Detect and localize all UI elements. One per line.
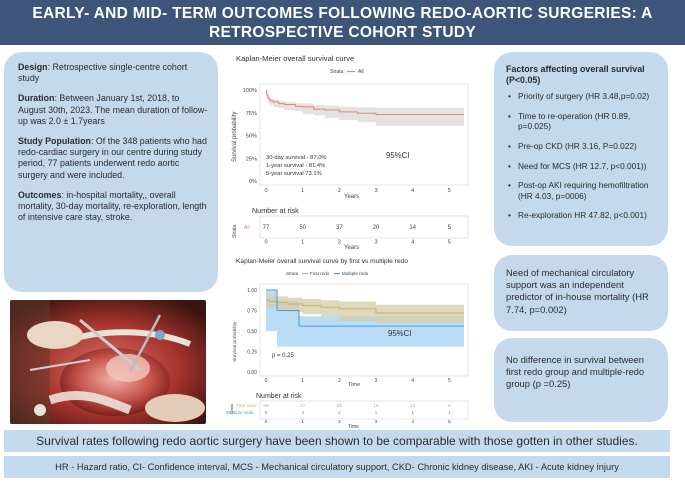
chart1-plot-bg <box>260 84 468 185</box>
chart1-risk-frame <box>260 216 468 238</box>
factor-item: • Post-op AKI requiring hemofiltration (HR 4.03, p=0006) <box>506 180 660 201</box>
chart2-risk-value: 19 <box>373 404 379 409</box>
chart1-y-tick: 50% <box>245 133 257 140</box>
outcomes-text: : in-hospital mortality,, overall mortality, 30-day mortality, re-exploration, length of intensive care stay, stroke. <box>18 189 207 223</box>
chart1-y-ticks <box>243 88 257 185</box>
chart2-x-tick: 0 <box>264 378 268 384</box>
chart1-y-tick: 25% <box>245 156 257 163</box>
chart2-x-tick: 3 <box>374 378 378 384</box>
title-line-1: EARLY- AND MID- TERM OUTCOMES FOLLOWING REDO-AORTIC SURGERIES: A <box>32 5 653 22</box>
surgery-photo <box>10 300 206 424</box>
chart1-risk-value: 20 <box>372 225 380 231</box>
duration-text: : Between January 1st, 2018, to August 30th, 2023. The mean duration of follow-up was 2.0 ± 1.7years <box>18 93 208 126</box>
chart2-risk-value: 4 <box>447 404 451 409</box>
design-paragraph <box>18 62 208 84</box>
chart1-x-tick: 1 <box>301 188 305 194</box>
chart2-risk-values <box>263 403 451 416</box>
chart2-legend <box>286 271 369 276</box>
title-line-2: RETROSPECTIVE COHORT STUDY <box>208 24 477 41</box>
outcomes-paragraph <box>18 190 208 224</box>
chart1-risk-x-tick: 5 <box>447 239 451 246</box>
factors-box <box>494 52 668 246</box>
summary-bar: Survival rates following redo aortic surgery have been shown to be comparable with those gotten in other studies. <box>4 430 670 452</box>
no-difference-text: No difference in survival between first redo group and multiple-redo group (p =0.25) <box>506 354 645 390</box>
population-text: : Of the 348 patients who had redo-cardiac surgery in our centre during study period, 77 patients underwent redo aortic surgery and were included. <box>18 136 207 180</box>
chart2-risk-xlabel: Time <box>348 424 359 428</box>
km-redo-chart <box>226 252 488 428</box>
chart2-risk-x-tick: 4 <box>411 420 415 425</box>
chart2-risk-value: 1 <box>411 411 415 416</box>
no-difference-box <box>494 338 668 422</box>
chart2-risk-value: 2 <box>337 411 341 416</box>
chart2-y-tick: 0.75 <box>247 308 257 315</box>
chart1-x-tick: 0 <box>264 188 268 194</box>
chart1-x-tick: 5 <box>447 188 451 194</box>
chart1-x-tick: 3 <box>374 188 378 194</box>
chart1-xlabel: Years <box>344 194 360 200</box>
chart2-risk-value: 69 <box>263 404 269 409</box>
chart1-y-tick: 75% <box>245 110 257 117</box>
chart1-risk-value: 77 <box>262 225 270 231</box>
chart1-risk-x-tick: 4 <box>411 239 415 246</box>
factor-item: • Time to re-operation (HR 0.89, p=0.025) <box>506 111 660 132</box>
mcs-box <box>494 255 668 331</box>
population-paragraph <box>18 136 208 181</box>
factors-title: Factors affecting overall survival (P<0.05) <box>506 64 645 85</box>
outcomes-label: Outcomes <box>18 189 62 200</box>
chart2-risk-x-tick: 2 <box>337 420 341 425</box>
chart2-risk-strata-label: Strata <box>230 403 234 414</box>
duration-label: Duration <box>18 93 55 104</box>
chart1-annot-30d: 30-day survival - 87.0% <box>266 155 327 161</box>
chart2-risk-x-tick: 0 <box>264 420 268 425</box>
chart2-risk-title: Number at risk <box>256 393 302 400</box>
chart2-risk-x-tick: 1 <box>301 420 305 425</box>
chart1-legend <box>330 69 364 75</box>
chart1-risk-value: 37 <box>335 225 343 231</box>
chart2-y-tick: 0.00 <box>247 370 257 376</box>
abbreviations-footer: HR - Hazard ratio, CI- Confidence interval, MCS - Mechanical circulatory support, CKD- Chronic kidney disease, AKI - Acute kidney injury <box>4 456 670 478</box>
chart2-risk-value: 47 <box>299 404 306 409</box>
design-label: Design <box>18 62 48 72</box>
chart2-risk-value: 1 <box>447 411 451 416</box>
chart1-risk-x-tick: 3 <box>374 239 378 246</box>
chart2-ylabel: Survival probability <box>233 321 238 362</box>
chart2-y-ticks <box>247 288 257 376</box>
chart2-xlabel: Time <box>348 382 361 388</box>
chart1-risk-value: 14 <box>409 225 417 231</box>
chart1-title: Kaplan-Meier overall survival curve <box>236 54 355 63</box>
chart1-annot-5y: 5-year survival 73.1% <box>266 171 322 177</box>
chart2-legend-multiple: Multiple redo <box>342 271 369 276</box>
chart2-annot-ci: 95%CI <box>388 329 412 338</box>
chart2-risk-value: 13 <box>409 404 416 409</box>
chart1-y-tick: 0% <box>248 179 257 185</box>
factors-list <box>506 91 660 221</box>
chart2-risk-x-tick: 3 <box>374 420 378 425</box>
chart1-annot-ci: 95%CI <box>386 151 410 160</box>
chart2-risk-row1-label: First redo <box>236 404 257 409</box>
km-overall-chart <box>226 50 488 250</box>
title-banner <box>0 0 685 45</box>
chart2-y-tick: 0.50 <box>247 329 257 335</box>
population-label: Study Population <box>18 136 91 147</box>
chart1-risk-row-label: All <box>244 225 250 231</box>
chart1-risk-x-tick: 1 <box>301 239 305 246</box>
chart1-risk-strata-label: Strata <box>232 224 238 238</box>
chart1-x-tick: 2 <box>337 188 341 194</box>
chart1-risk-title: Number at risk <box>252 206 299 215</box>
chart1-legend-all: All <box>358 69 364 75</box>
chart1-risk-value: 5 <box>447 225 452 231</box>
chart2-y-tick: 0.25 <box>247 349 257 356</box>
chart1-x-tick: 4 <box>411 188 415 194</box>
factor-item: • Pre-op CKD (HR 3.16, P=0.022) <box>506 141 660 152</box>
chart1-risk-x-tick: 2 <box>337 239 341 246</box>
chart2-x-tick: 1 <box>301 378 305 384</box>
chart2-risk-value: 3 <box>301 411 305 416</box>
chart2-risk-value: 35 <box>336 404 343 409</box>
chart2-risk-x-tick: 5 <box>447 420 451 425</box>
duration-paragraph <box>18 93 208 127</box>
chart1-y-tick: 100% <box>242 88 257 94</box>
chart1-risk-xlabel: Years <box>344 245 360 250</box>
factor-item: • Need for MCS (HR 12.7, p<0.001)) <box>506 161 660 172</box>
study-details-box <box>4 52 218 292</box>
design-text: : Retrospective single-centre cohort study <box>18 62 188 84</box>
chart2-x-tick: 4 <box>411 378 415 384</box>
chart2-risk-row2-label: Multiple redo <box>226 411 254 416</box>
chart2-risk-value: 8 <box>264 411 268 416</box>
chart1-annot-1y: 1-year survival - 81.4% <box>266 163 326 169</box>
chart1-ylabel: Survival probability <box>232 111 238 162</box>
chart1-risk-values <box>263 225 452 231</box>
chart1-risk-value: 50 <box>299 225 307 231</box>
chart1-legend-title: Strata <box>330 69 344 75</box>
chart2-legend-first: First redo <box>310 271 330 276</box>
chart1-risk-x-tick: 0 <box>264 239 268 246</box>
chart2-x-tick: 2 <box>337 378 341 384</box>
chart2-x-tick: 5 <box>447 378 451 384</box>
chart2-legend-title: Strata <box>286 271 299 276</box>
chart2-annot-p: p = 0.25 <box>272 353 294 359</box>
factor-item: • Priority of surgery (HR 3.48,p=0.02) <box>506 91 660 102</box>
chart2-y-tick: 1.00 <box>247 288 257 294</box>
chart2-risk-frame <box>260 401 468 419</box>
chart2-risk-value: 1 <box>374 411 378 416</box>
mcs-text: Need of mechanical circulatory support was an independent predictor of in-house mortality (HR 7.74, p=0.002) <box>506 267 649 315</box>
factor-item: • Re-exploration HR 47.82, p<0.001) <box>506 210 660 221</box>
chart2-title: Kaplan-Meier overall survival curve by first vs multiple redo <box>236 258 408 265</box>
